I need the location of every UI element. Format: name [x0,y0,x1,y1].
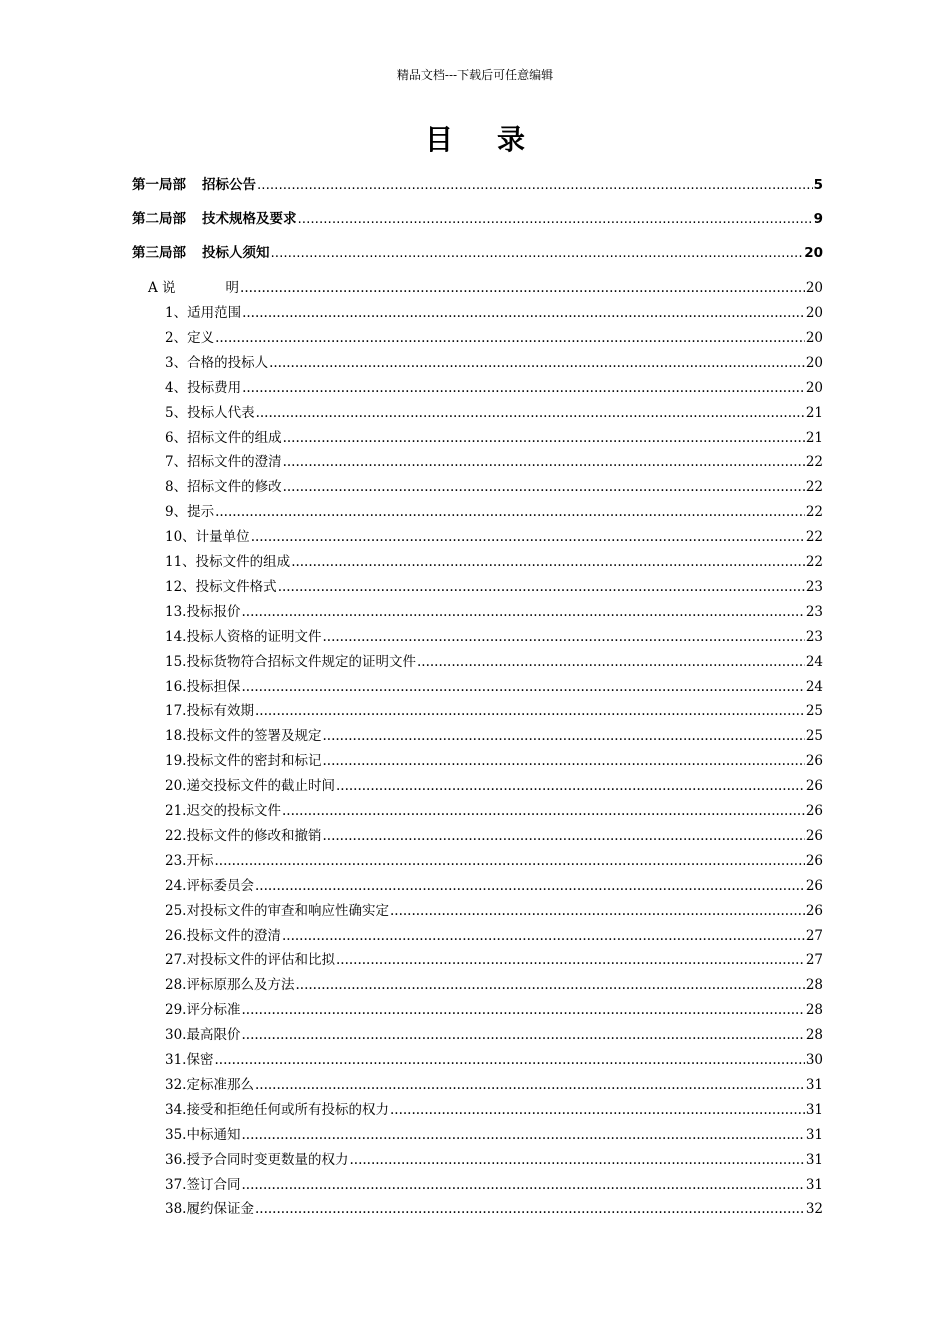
toc-entry-item[interactable] [165,1026,823,1044]
toc-leader-dots [269,354,805,372]
toc-entry-label: 4、投标费用 [165,379,242,396]
toc-entry-item[interactable] [165,927,823,945]
toc-page-number: 24 [805,678,823,695]
toc-entry-item[interactable] [165,553,823,571]
toc-entry-label: 6、招标文件的组成 [165,429,282,446]
toc-leader-dots [214,852,804,870]
toc-leader-dots [283,478,805,496]
toc-entry-item[interactable] [165,752,823,770]
toc-page-number: 32 [805,1201,823,1218]
toc-entry-label: 2、定义 [165,329,215,346]
toc-page-number: 22 [805,454,823,471]
toc-entry-item[interactable] [165,802,823,820]
toc-entry-item[interactable] [165,951,823,969]
toc-entry-label: 21.迟交的投标文件 [165,803,281,819]
toc-page-number: 25 [805,728,823,745]
toc-entry-label: 13.投标报价 [165,603,241,620]
toc-entry-label: 34.接受和拒绝任何或所有投标的权力 [165,1101,389,1118]
toc-leader-dots [322,827,804,845]
toc-page-number: 31 [805,1076,823,1093]
toc-leader-dots [283,453,805,471]
toc-entry-label: 22.投标文件的修改和撤销 [165,827,322,844]
toc-page-number: 26 [805,753,823,770]
toc-entry-label: 27.对投标文件的评估和比拟 [165,952,335,969]
toc-entry-item[interactable] [165,404,823,422]
toc-page-number: 23 [805,603,823,620]
toc-entry-label: 28.评标原那么及方法 [165,977,295,994]
toc-entry-item[interactable] [165,578,823,596]
toc-leader-dots [417,653,805,671]
toc-page-number: 31 [805,1126,823,1143]
toc-page-number: 31 [805,1151,823,1168]
toc-entry-label: 5、投标人代表 [165,404,255,421]
toc-entry-prefix: A 说 [148,280,176,296]
toc-entry-item[interactable] [165,1051,823,1069]
toc-entry-item[interactable] [165,329,823,347]
toc-leader-dots [215,503,805,521]
toc-entry-item[interactable] [165,827,823,845]
toc-entry-item[interactable] [165,877,823,895]
toc-entry-label: 31.保密 [165,1052,214,1068]
toc-entry-label: 3、合格的投标人 [165,354,269,371]
toc-leader-dots [255,1076,805,1094]
title-char-right: 录 [497,123,526,156]
toc-leader-dots [255,702,805,720]
toc-entry-label: 15.投标货物符合招标文件规定的证明文件 [165,653,416,670]
page-header: 精品文档---下载后可任意编辑 [396,68,554,82]
toc-page-number: 22 [805,479,823,496]
toc-entry-label: 26.投标文件的澄清 [165,927,281,944]
toc-section-number: 第一局部 [132,177,186,193]
toc-entry-label: 20.递交投标文件的截止时间 [165,778,335,795]
toc-leader-dots [215,329,805,347]
toc-page-number: 21 [805,429,823,446]
toc-page-number: 31 [805,1101,823,1118]
toc-entry-label: 29.评分标准 [165,1002,241,1019]
toc-entry-item[interactable] [165,678,823,696]
page-title [0,120,950,160]
toc-entry-item[interactable] [165,1200,823,1218]
toc-leader-dots [256,404,805,422]
toc-entry-label: 23.开标 [165,852,214,869]
toc-section-number: 第三局部 [132,245,186,261]
toc-entry-label: 9、提示 [165,504,215,521]
toc-entry-label: 7、招标文件的澄清 [165,454,282,471]
toc-page-number: 5 [813,177,823,193]
toc-entry-part-1[interactable] [132,176,823,194]
toc-entry-item[interactable] [165,304,823,322]
toc-page-number: 26 [805,902,823,919]
title-char-left: 目 [424,123,453,156]
toc-leader-dots [241,1176,804,1194]
toc-entry-label: 19.投标文件的密封和标记 [165,753,322,770]
toc-leader-dots [282,927,805,945]
toc-entry-item[interactable] [165,354,823,372]
toc-page-number: 20 [805,379,823,396]
toc-leader-dots [241,1026,804,1044]
toc-page-number: 22 [805,529,823,546]
toc-entry-item[interactable] [165,1126,823,1144]
toc-page-number: 21 [805,404,823,421]
toc-leader-dots [242,379,805,397]
toc-entry-label: 38.履约保证金 [165,1201,254,1218]
toc-entry-item[interactable] [165,503,823,521]
toc-page-number: 28 [805,1027,823,1044]
toc-entry-label: 32.定标准那么 [165,1076,254,1093]
toc-leader-dots [241,1001,804,1019]
toc-entry-label: 18.投标文件的签署及规定 [165,728,322,745]
toc-leader-dots [242,304,805,322]
toc-entry-item[interactable] [165,653,823,671]
toc-leader-dots [282,802,805,820]
toc-leader-dots [240,279,805,297]
toc-entry-item[interactable] [165,1076,823,1094]
toc-leader-dots [241,603,804,621]
toc-entry-label: 16.投标担保 [165,678,241,695]
toc-entry-item[interactable] [165,1151,823,1169]
toc-leader-dots [291,553,805,571]
toc-entry-label: 25.对投标文件的审查和响应性确实定 [165,902,389,919]
toc-leader-dots [336,951,805,969]
toc-entry-label: 投标人须知 [202,245,270,261]
toc-page-number: 26 [805,877,823,894]
toc-entry-item[interactable] [165,976,823,994]
toc-leader-dots [241,1126,804,1144]
toc-entry-item[interactable] [165,379,823,397]
toc-entry-label: 17.投标有效期 [165,703,254,720]
toc-page-number: 27 [805,927,823,944]
toc-entry-part-2[interactable] [132,210,823,228]
toc-entry-label: 24.评标委员会 [165,877,254,894]
toc-entry-label: 35.中标通知 [165,1126,241,1143]
toc-page-number: 25 [805,703,823,720]
toc-page-number: 23 [805,628,823,645]
toc-page-number: 26 [805,778,823,795]
toc-entry-item[interactable] [165,453,823,471]
toc-page-number: 22 [805,504,823,521]
toc-leader-dots [255,877,805,895]
toc-entry-item[interactable] [165,1176,823,1194]
toc-entry-item[interactable] [165,727,823,745]
toc-leader-dots [322,628,804,646]
toc-entry-label: 1、适用范围 [165,305,242,321]
toc-entry-label: 37.签订合同 [165,1176,241,1193]
toc-page-number: 20 [805,280,823,296]
toc-leader-dots [271,244,804,262]
toc-page-number: 20 [804,245,823,261]
toc-page-number: 27 [805,952,823,969]
toc-entry-item[interactable] [165,1001,823,1019]
toc-entry-item[interactable] [165,777,823,795]
toc-entry-item[interactable] [165,429,823,447]
toc-page-number: 24 [805,653,823,670]
toc-entry-item[interactable] [165,1101,823,1119]
toc-page-number: 26 [805,852,823,869]
toc-section-number: 第二局部 [132,211,186,227]
toc-entry-label: 8、招标文件的修改 [165,479,282,496]
toc-entry-label: 招标公告 [202,177,256,193]
toc-entry-item[interactable] [165,603,823,621]
toc-page-number: 20 [805,329,823,346]
toc-entry-label: 12、投标文件格式 [165,578,277,595]
toc-leader-dots [251,528,805,546]
toc-entry-label: 14.投标人资格的证明文件 [165,628,322,645]
toc-leader-dots [390,1101,805,1119]
toc-page-number: 20 [805,305,823,321]
toc-leader-dots [336,777,805,795]
toc-entry-part-3[interactable] [132,244,823,262]
toc-page-number: 26 [805,803,823,819]
toc-leader-dots [278,578,805,596]
toc-leader-dots [298,210,813,228]
toc-leader-dots [214,1051,804,1069]
toc-entry-item[interactable] [165,852,823,870]
toc-leader-dots [255,1200,805,1218]
toc-entry-label: 明 [225,280,240,296]
toc-entry-label: 10、计量单位 [165,529,250,546]
toc-page-number: 30 [805,1052,823,1068]
toc-entry-item[interactable] [165,478,823,496]
toc-leader-dots [322,752,804,770]
toc-page-number: 22 [805,554,823,570]
toc-leader-dots [390,902,805,920]
toc-entry-label: 36.授予合同时变更数量的权力 [165,1151,349,1168]
toc-entry-label: 11、投标文件的组成 [165,554,291,570]
toc-leader-dots [257,176,813,194]
toc-entry-label: 30.最高限价 [165,1027,241,1044]
toc-entry-section-a[interactable] [148,279,823,297]
toc-page-number: 28 [805,977,823,994]
toc-page-number: 26 [805,827,823,844]
toc-entry-item[interactable] [165,628,823,646]
toc-leader-dots [241,678,804,696]
toc-page-number: 20 [805,354,823,371]
toc-leader-dots [295,976,804,994]
toc-entry-label: 技术规格及要求 [202,211,297,227]
toc-page-number: 23 [805,578,823,595]
toc-entry-item[interactable] [165,902,823,920]
toc-page-number: 9 [813,211,823,227]
toc-leader-dots [322,727,804,745]
toc-page-number: 28 [805,1002,823,1019]
toc-entry-item[interactable] [165,702,823,720]
toc-leader-dots [349,1151,804,1169]
toc-page-number: 31 [805,1176,823,1193]
toc-leader-dots [283,429,805,447]
toc-entry-item[interactable] [165,528,823,546]
